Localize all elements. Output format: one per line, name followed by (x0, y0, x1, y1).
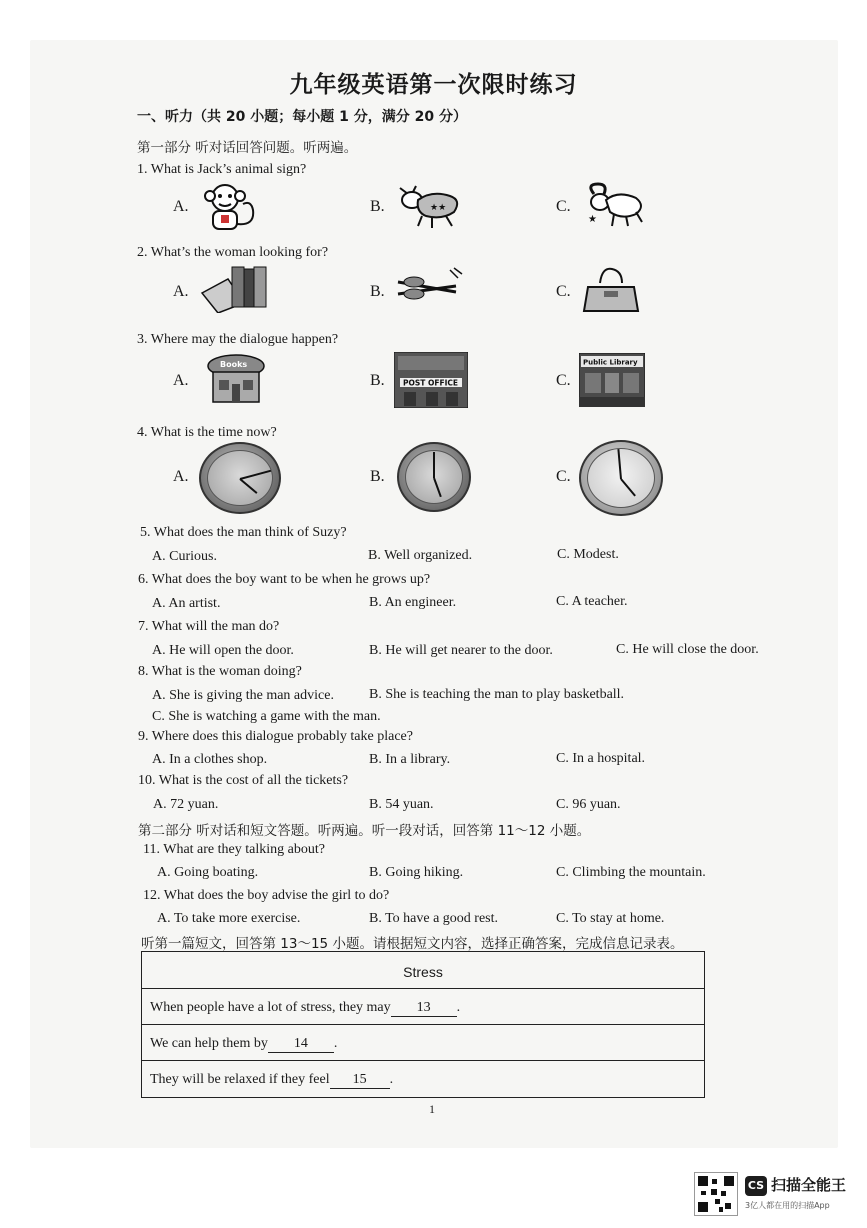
table-row-text (150, 1072, 393, 1089)
question-12: 12. What does the boy advise the girl to do? (143, 888, 390, 903)
q7-option-c: C. He will close the door. (616, 642, 759, 657)
bookstore-sign: Books (220, 360, 248, 369)
q7-option-a: A. He will open the door. (152, 643, 294, 658)
part1-instruction: 第一部分 听对话回答问题。听两遍。 (137, 140, 358, 156)
clock-icon (579, 440, 663, 516)
q11-option-c: C. Climbing the mountain. (556, 865, 706, 880)
q4-option-a-label: A. (173, 468, 189, 485)
q12-option-c: C. To stay at home. (556, 911, 665, 926)
table-row-text (150, 1000, 460, 1017)
q4-option-c-label: C. (556, 468, 571, 485)
stress-info-table (141, 951, 705, 1098)
question-2: 2. What’s the woman looking for? (137, 245, 329, 260)
scanner-app-name: 扫描全能王 (771, 1176, 847, 1194)
q10-option-b: B. 54 yuan. (369, 797, 434, 812)
question-10: 10. What is the cost of all the tickets? (138, 773, 349, 788)
q9-option-a: A. In a clothes shop. (152, 752, 268, 767)
table-row-text (150, 1036, 337, 1053)
q2-option-a-label: A. (173, 283, 189, 300)
row-13-text: When people have a lot of stress, they may (150, 1000, 391, 1015)
table-row (142, 1060, 704, 1097)
question-5: 5. What does the man think of Suzy? (140, 525, 347, 540)
q6-option-a: A. An artist. (152, 596, 221, 611)
clock-minute-hand (433, 452, 435, 478)
library-icon (579, 353, 645, 407)
q2-option-b-label: B. (370, 283, 385, 300)
q4-option-b-label: B. (370, 468, 385, 485)
q11-option-b: B. Going hiking. (369, 865, 464, 880)
q11-option-a: A. Going boating. (157, 865, 259, 880)
q6-option-c: C. A teacher. (556, 594, 628, 609)
question-4: 4. What is the time now? (137, 425, 277, 440)
handbag-icon (582, 265, 640, 315)
q10-option-a: A. 72 yuan. (153, 797, 219, 812)
goat-icon (582, 180, 648, 230)
q3-option-b-label: B. (370, 372, 385, 389)
question-11: 11. What are they talking about? (143, 842, 325, 857)
post-office-icon (394, 352, 468, 408)
q3-option-a-label: A. (173, 372, 189, 389)
part2-instruction: 第二部分 听对话和短文答题。听两遍。听一段对话，回答第 11～12 小题。 (138, 823, 591, 839)
q8-option-c: C. She is watching a game with the man. (152, 709, 381, 724)
svg-text:★: ★ (588, 214, 597, 225)
q9-option-b: B. In a library. (369, 752, 451, 767)
question-6: 6. What does the boy want to be when he grows up? (138, 572, 431, 587)
clock-icon (199, 442, 281, 514)
q1-option-a-label: A. (173, 198, 189, 215)
row-15-end: . (389, 1072, 394, 1087)
qr-code-icon[interactable] (694, 1172, 738, 1216)
camscanner-logo-icon: CS (745, 1176, 767, 1196)
q8-option-a: A. She is giving the man advice. (152, 688, 334, 703)
q1-option-c-label: C. (556, 198, 571, 215)
q9-option-c: C. In a hospital. (556, 751, 646, 766)
q5-option-a: A. Curious. (152, 549, 217, 564)
row-15-text: They will be relaxed if they feel (150, 1072, 330, 1087)
books-icon (198, 263, 270, 313)
table-header: Stress (403, 964, 443, 980)
page-title: 九年级英语第一次限时练习 (289, 72, 578, 98)
question-9: 9. Where does this dialogue probably take place? (138, 729, 413, 744)
question-8: 8. What is the woman doing? (138, 664, 302, 679)
q7-option-b: B. He will get nearer to the door. (369, 643, 553, 658)
row-13-end: . (456, 1000, 461, 1015)
q5-option-c: C. Modest. (557, 547, 619, 562)
question-1: 1. What is Jack’s animal sign? (137, 162, 307, 177)
q2-option-c-label: C. (556, 283, 571, 300)
ox-icon (392, 180, 464, 230)
blank-15[interactable]: 15 (330, 1072, 390, 1089)
section-heading-listening: 一、听力（共 20 小题；每小题 1 分，满分 20 分） (137, 109, 467, 125)
table-row (142, 1024, 704, 1061)
q3-option-c-label: C. (556, 372, 571, 389)
monkey-icon (195, 180, 263, 236)
table-row (142, 988, 704, 1025)
q5-option-b: B. Well organized. (368, 548, 473, 563)
bookstore-icon (205, 352, 267, 404)
svg-text:★★: ★★ (430, 202, 447, 212)
clock-icon (397, 442, 471, 512)
q1-option-b-label: B. (370, 198, 385, 215)
page-number: 1 (429, 1102, 435, 1116)
scanner-app-tagline: 3亿人都在用的扫描App (745, 1201, 830, 1210)
q6-option-b: B. An engineer. (369, 595, 457, 610)
q12-option-b: B. To have a good rest. (369, 911, 499, 926)
q8-option-b: B. She is teaching the man to play basketball. (369, 687, 625, 702)
blank-13[interactable]: 13 (391, 1000, 457, 1017)
q10-option-c: C. 96 yuan. (556, 797, 621, 812)
passage-instruction: 听第一篇短文，回答第 13～15 小题。请根据短文内容，选择正确答案，完成信息记录表。 (141, 936, 684, 952)
scissors-icon (394, 264, 466, 310)
post-office-sign: POST OFFICE (403, 378, 459, 388)
q12-option-a: A. To take more exercise. (157, 911, 301, 926)
question-3: 3. Where may the dialogue happen? (137, 332, 339, 347)
question-7: 7. What will the man do? (138, 619, 280, 634)
library-sign: Public Library (583, 358, 638, 367)
row-14-text: We can help them by (150, 1036, 268, 1051)
blank-14[interactable]: 14 (268, 1036, 334, 1053)
row-14-end: . (333, 1036, 338, 1051)
